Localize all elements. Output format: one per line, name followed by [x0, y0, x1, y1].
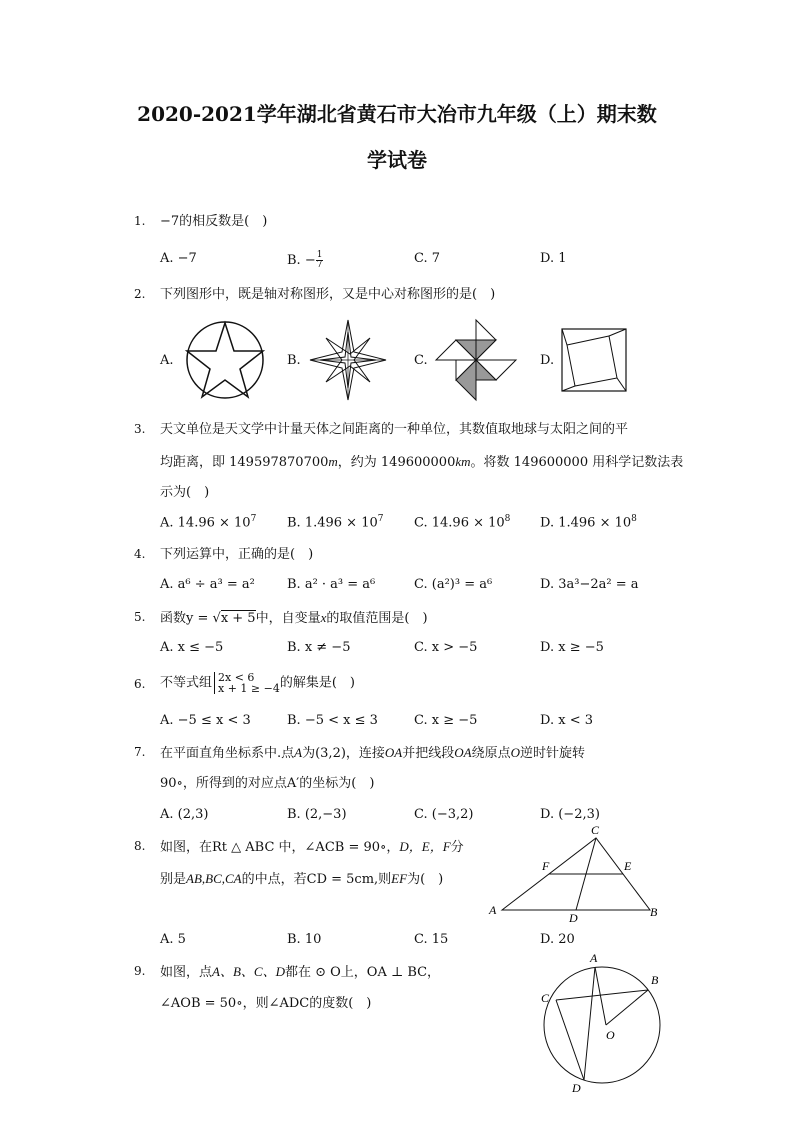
option-a: A. 5	[160, 932, 186, 947]
text: 逆时针旋转	[520, 746, 586, 761]
label-b: B	[650, 905, 658, 919]
option-b: B.	[287, 353, 301, 368]
question-stem: −7的相反数是( )	[160, 214, 268, 229]
segment: OA	[454, 745, 472, 760]
text: 为(3,2)，连接	[302, 746, 385, 761]
text: 的取值范围是( )	[326, 611, 428, 626]
option-b: B. −5 < x ≤ 3	[287, 713, 378, 728]
question-line: 天文单位是天文学中计量天体之间距离的一种单位，其数值取地球与太阳之间的平	[160, 422, 629, 437]
option-c: C. x ≥ −5	[414, 713, 478, 728]
option-a: A. (2,3)	[160, 807, 209, 822]
text: 如图，点	[160, 965, 213, 980]
option-text: D. 1.496 × 10	[540, 515, 632, 531]
option-b	[287, 514, 383, 530]
option-a: A. −5 ≤ x < 3	[160, 713, 251, 728]
option-d: D.	[540, 353, 555, 368]
text: 中，自变量	[255, 611, 321, 626]
question-number: 7.	[134, 745, 146, 759]
exponent: 8	[504, 514, 511, 524]
question-line: 90∘，所得到的对应点A′的坐标为( )	[160, 776, 375, 791]
option-a: A.	[160, 353, 174, 368]
page-title-line2: 学试卷	[367, 148, 427, 172]
text: 别是	[160, 872, 187, 887]
option-d: D. 20	[540, 932, 575, 947]
option-c: C. x > −5	[414, 640, 478, 655]
option-d: D. (−2,3)	[540, 807, 600, 822]
option-c: C. 15	[414, 932, 449, 947]
option-d: D. x < 3	[540, 713, 593, 728]
option-b-label: B. −	[287, 253, 316, 268]
segment: EF	[391, 871, 408, 886]
question-line	[160, 452, 683, 473]
fraction	[316, 251, 324, 270]
segments: AB,BC,CA	[186, 871, 242, 886]
circle-star-figure	[182, 320, 268, 400]
unit: km	[455, 454, 471, 469]
option-a: A. x ≤ −5	[160, 640, 224, 655]
label-o: O	[606, 1028, 615, 1042]
option-text: B. 1.496 × 10	[287, 515, 378, 531]
sqrt-sign: √	[212, 611, 221, 626]
label-f: F	[542, 859, 550, 873]
question-number: 5.	[134, 610, 146, 624]
option-a	[160, 514, 256, 530]
option-text: C. 14.96 × 10	[414, 515, 505, 531]
option-d	[540, 514, 637, 530]
option-d: D. 1	[540, 251, 567, 266]
text: 不等式组	[160, 675, 213, 691]
points: D，E，F	[399, 839, 451, 854]
page-title-line1: 2020-2021学年湖北省黄石市大冶市九年级（上）期末数	[137, 102, 657, 126]
fraction-numerator: 1	[316, 250, 323, 260]
option-c: C. (−3,2)	[414, 807, 474, 822]
triangle-figure	[484, 824, 664, 928]
text: 在平面直角坐标系中.点	[160, 746, 295, 761]
label-d: D	[572, 1081, 581, 1095]
option-b: B. x ≠ −5	[287, 640, 351, 655]
points: A、B、C、D	[212, 964, 285, 979]
text: 如图，在Rt △ ABC 中，∠ACB = 90∘，	[160, 840, 400, 855]
option-a: A. a⁶ ÷ a³ = a²	[160, 577, 255, 592]
label-c: C	[541, 991, 550, 1005]
question-line: ∠AOB = 50∘，则∠ADC的度数( )	[160, 996, 372, 1011]
option-b	[287, 251, 323, 270]
question-line	[160, 962, 440, 983]
label-c: C	[591, 823, 600, 837]
nested-square-figure	[561, 328, 627, 392]
question-number: 1.	[134, 214, 146, 228]
question-number: 8.	[134, 839, 146, 853]
option-b: B. (2,−3)	[287, 807, 347, 822]
text: 均距离，即 149597870700	[160, 455, 329, 470]
exponent: 7	[250, 514, 257, 524]
question-line	[160, 743, 585, 764]
text: 并把线段	[402, 746, 455, 761]
question-number: 2.	[134, 287, 146, 301]
text: 函数y =	[160, 611, 213, 626]
option-c: C. 7	[414, 251, 441, 266]
exponent: 8	[631, 514, 637, 524]
label-b: B	[651, 973, 659, 987]
radicand: x + 5	[220, 611, 256, 626]
option-c	[414, 514, 510, 530]
text: 绕原点	[471, 746, 511, 761]
text: 都在 ⊙ O上，OA ⊥ BC，	[284, 965, 441, 980]
point: A	[294, 745, 303, 760]
question-number: 4.	[134, 547, 146, 561]
text: 分	[450, 840, 464, 855]
text: 的解集是( )	[279, 675, 356, 691]
label-a: A	[489, 903, 497, 917]
question-stem: 下列图形中，既是轴对称图形，又是中心对称图形的是( )	[160, 287, 496, 302]
exponent: 7	[377, 514, 384, 524]
fraction-denominator: 7	[316, 260, 323, 270]
inequality: 2x < 6	[218, 671, 255, 684]
label-d: D	[569, 911, 578, 925]
option-b: B. a² · a³ = a⁶	[287, 577, 376, 592]
question-stem: 下列运算中，正确的是( )	[160, 547, 314, 562]
option-text: A. 14.96 × 10	[160, 515, 251, 531]
circle-figure	[538, 950, 668, 1098]
question-line	[160, 837, 464, 858]
label-e: E	[624, 859, 632, 873]
label-a: A	[590, 951, 598, 965]
text: 为( )	[407, 872, 444, 887]
text: 的中点，若CD = 5cm,则	[241, 872, 392, 887]
option-a: A. −7	[160, 251, 197, 266]
option-c: C.	[414, 353, 428, 368]
compass-star-figure	[306, 318, 390, 402]
inequality-system	[214, 672, 280, 694]
text: 。将数 149600000 用科学记数法表	[470, 455, 684, 470]
question-line	[160, 869, 443, 890]
question-number: 3.	[134, 422, 146, 436]
unit: m	[328, 454, 338, 469]
variable: x	[320, 610, 327, 625]
inequality: x + 1 ≥ −4	[218, 682, 280, 695]
question-line: 示为( )	[160, 485, 210, 500]
segment: OA	[384, 745, 403, 760]
text: ，约为 149600000	[337, 455, 456, 470]
question-stem	[160, 672, 355, 694]
question-number: 6.	[134, 677, 146, 691]
point: O	[510, 745, 521, 760]
option-d: D. x ≥ −5	[540, 640, 604, 655]
question-number: 9.	[134, 964, 146, 978]
option-b: B. 10	[287, 932, 322, 947]
option-d: D. 3a³−2a² = a	[540, 577, 639, 592]
option-c: C. (a²)³ = a⁶	[414, 577, 493, 592]
question-stem	[160, 608, 428, 629]
pinwheel-figure	[432, 318, 520, 404]
